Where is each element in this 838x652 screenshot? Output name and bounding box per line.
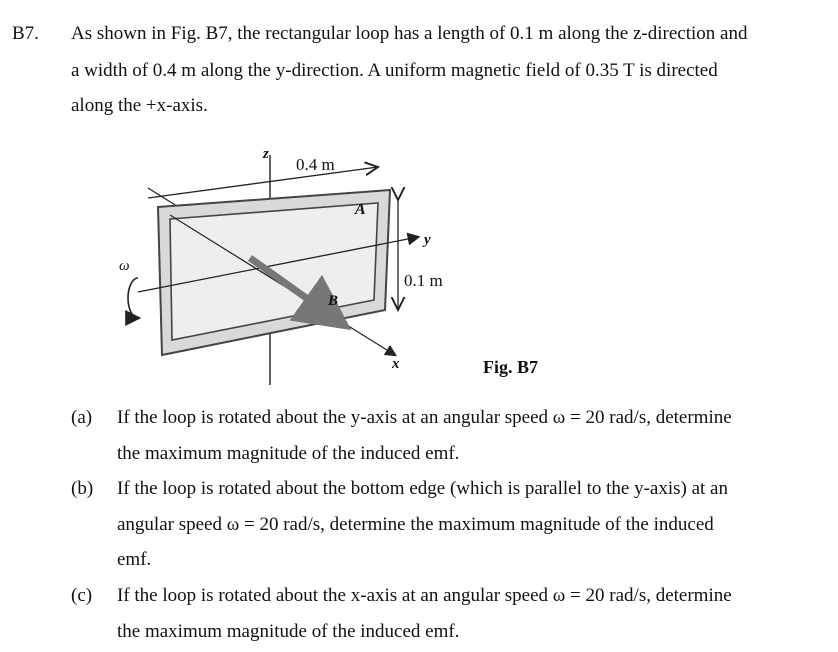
part-a-line-2: the maximum magnitude of the induced emf. (117, 443, 460, 464)
intro-line-3: along the +x-axis. (71, 95, 208, 116)
part-a-label: (a) (71, 407, 93, 428)
part-a-line-1: If the loop is rotated about the y-axis at an angular speed ω = 20 rad/s, determine (117, 407, 732, 428)
area-label: A (355, 201, 366, 218)
z-axis-label: z (263, 146, 269, 162)
part-b-line-2: angular speed ω = 20 rad/s, determine the maximum magnitude of the induced (117, 514, 714, 535)
loop-figure (100, 140, 480, 390)
intro-line-2: a width of 0.4 m along the y-direction. A uniform magnetic field of 0.35 T is directed (71, 60, 718, 81)
rotation-arrow (128, 278, 138, 318)
part-c-line-2: the maximum magnitude of the induced emf. (117, 621, 460, 642)
height-label: 0.1 m (404, 271, 443, 290)
part-c-line-1: If the loop is rotated about the x-axis at an angular speed ω = 20 rad/s, determine (117, 585, 732, 606)
part-b-label: (b) (71, 478, 94, 499)
intro-line-1: As shown in Fig. B7, the rectangular loop has a length of 0.1 m along the z-direction and (71, 23, 748, 44)
part-b-line-1: If the loop is rotated about the bottom edge (which is parallel to the y-axis) at an (117, 478, 728, 499)
figure-caption: Fig. B7 (483, 357, 539, 377)
part-c-label: (c) (71, 585, 93, 606)
y-axis-label: y (424, 232, 431, 248)
width-label: 0.4 m (296, 155, 335, 174)
omega-label: ω (119, 258, 130, 274)
part-b-line-3: emf. (117, 549, 152, 570)
field-label: B (328, 293, 339, 309)
problem-number: B7. (12, 23, 39, 44)
x-axis-label: x (392, 356, 400, 372)
